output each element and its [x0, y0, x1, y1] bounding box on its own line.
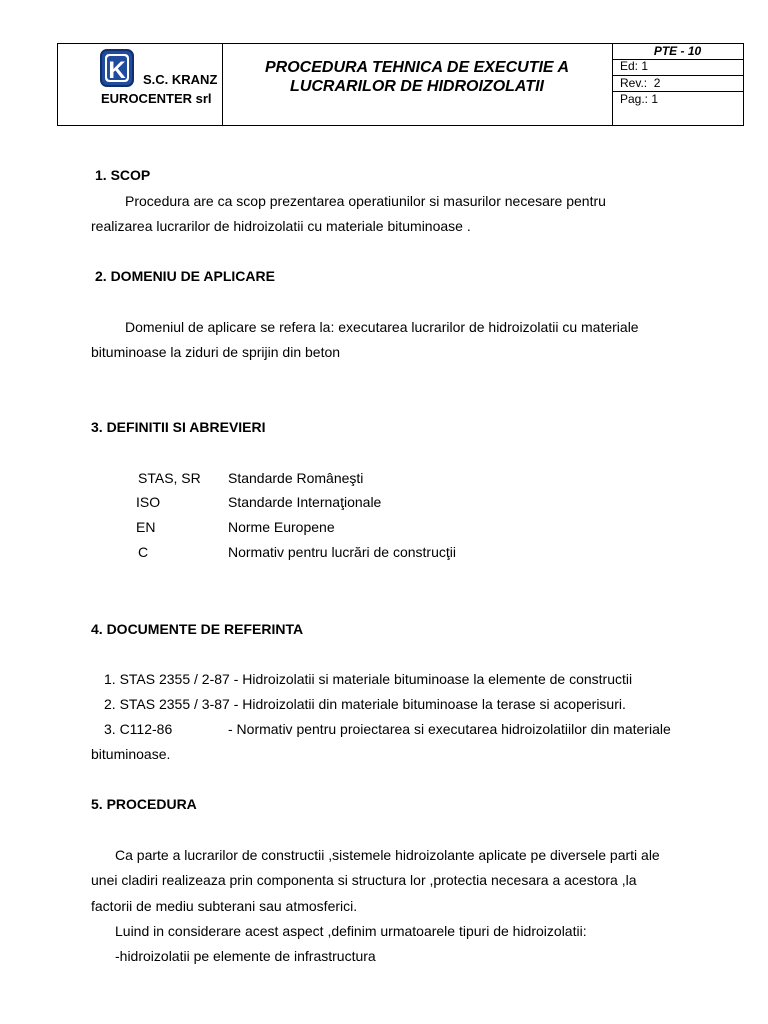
edition-number: Ed: 1	[620, 59, 649, 73]
company-name-line2: EUROCENTER srl	[101, 91, 212, 106]
section-heading-procedura: 5. PROCEDURA	[91, 796, 197, 812]
abbreviation-term: ISO	[136, 494, 161, 510]
logo-letter: K	[108, 57, 126, 84]
reference-item-continuation: bituminoase.	[91, 746, 171, 762]
section-heading-definitii: 3. DEFINITII SI ABREVIERI	[91, 419, 266, 435]
reference-item-code: 3. C112-86	[104, 721, 173, 737]
paragraph-line: Ca parte a lucrarilor de constructii ,sistemele hidroizolante aplicate pe diversele parti ale	[115, 847, 660, 863]
company-name-line1: S.C. KRANZ	[143, 72, 218, 87]
paragraph-line: Luind in considerare acest aspect ,definim urmatoarele tipuri de hidroizolatii:	[115, 923, 587, 939]
abbreviation-definition: Normativ pentru lucrări de construcţii	[228, 544, 456, 560]
paragraph-line: Procedura are ca scop prezentarea operatiunilor si masurilor necesare pentru	[125, 193, 606, 209]
document-title-line2: LUCRARILOR DE HIDROIZOLATII	[290, 78, 544, 95]
reference-item-text: - Normativ pentru proiectarea si executarea hidroizolatiilor din materiale	[228, 721, 671, 737]
revision-number: Rev.: 2	[620, 76, 661, 90]
paragraph-line: realizarea lucrarilor de hidroizolatii cu materiale bituminoase .	[91, 218, 471, 234]
section-heading-domeniu: 2. DOMENIU DE APLICARE	[95, 268, 275, 284]
abbreviation-term: EN	[136, 519, 156, 535]
section-heading-scop: 1. SCOP	[95, 167, 151, 183]
document-title-line1: PROCEDURA TEHNICA DE EXECUTIE A	[264, 59, 570, 76]
abbreviation-definition: Standarde Internaţionale	[228, 494, 382, 510]
paragraph-line: factorii de mediu subterani sau atmosferici.	[91, 898, 358, 914]
abbreviation-term: STAS, SR	[138, 470, 201, 486]
list-item: -hidroizolatii pe elemente de infrastructura	[115, 948, 376, 964]
reference-item: 2. STAS 2355 / 3-87 - Hidroizolatii din materiale bituminoase la terase si acoperisuri.	[104, 696, 626, 712]
reference-item: 1. STAS 2355 / 2-87 - Hidroizolatii si materiale bituminoase la elemente de constructii	[104, 671, 633, 687]
procedure-code: PTE - 10	[653, 44, 702, 58]
paragraph-line: unei cladiri realizeaza prin componenta si structura lor ,protectia necesara a acestora ,la	[91, 872, 637, 888]
paragraph-line: bituminoase la ziduri de sprijin din beton	[91, 344, 341, 360]
abbreviation-definition: Norme Europene	[228, 519, 335, 535]
company-logo	[100, 49, 134, 87]
abbreviation-definition: Standarde Româneşti	[228, 470, 364, 486]
page-number: Pag.: 1	[620, 92, 659, 106]
paragraph-line: Domeniul de aplicare se refera la: executarea lucrarilor de hidroizolatii cu materiale	[125, 319, 639, 335]
abbreviation-term: C	[138, 544, 149, 560]
section-heading-documente: 4. DOCUMENTE DE REFERINTA	[91, 621, 304, 637]
